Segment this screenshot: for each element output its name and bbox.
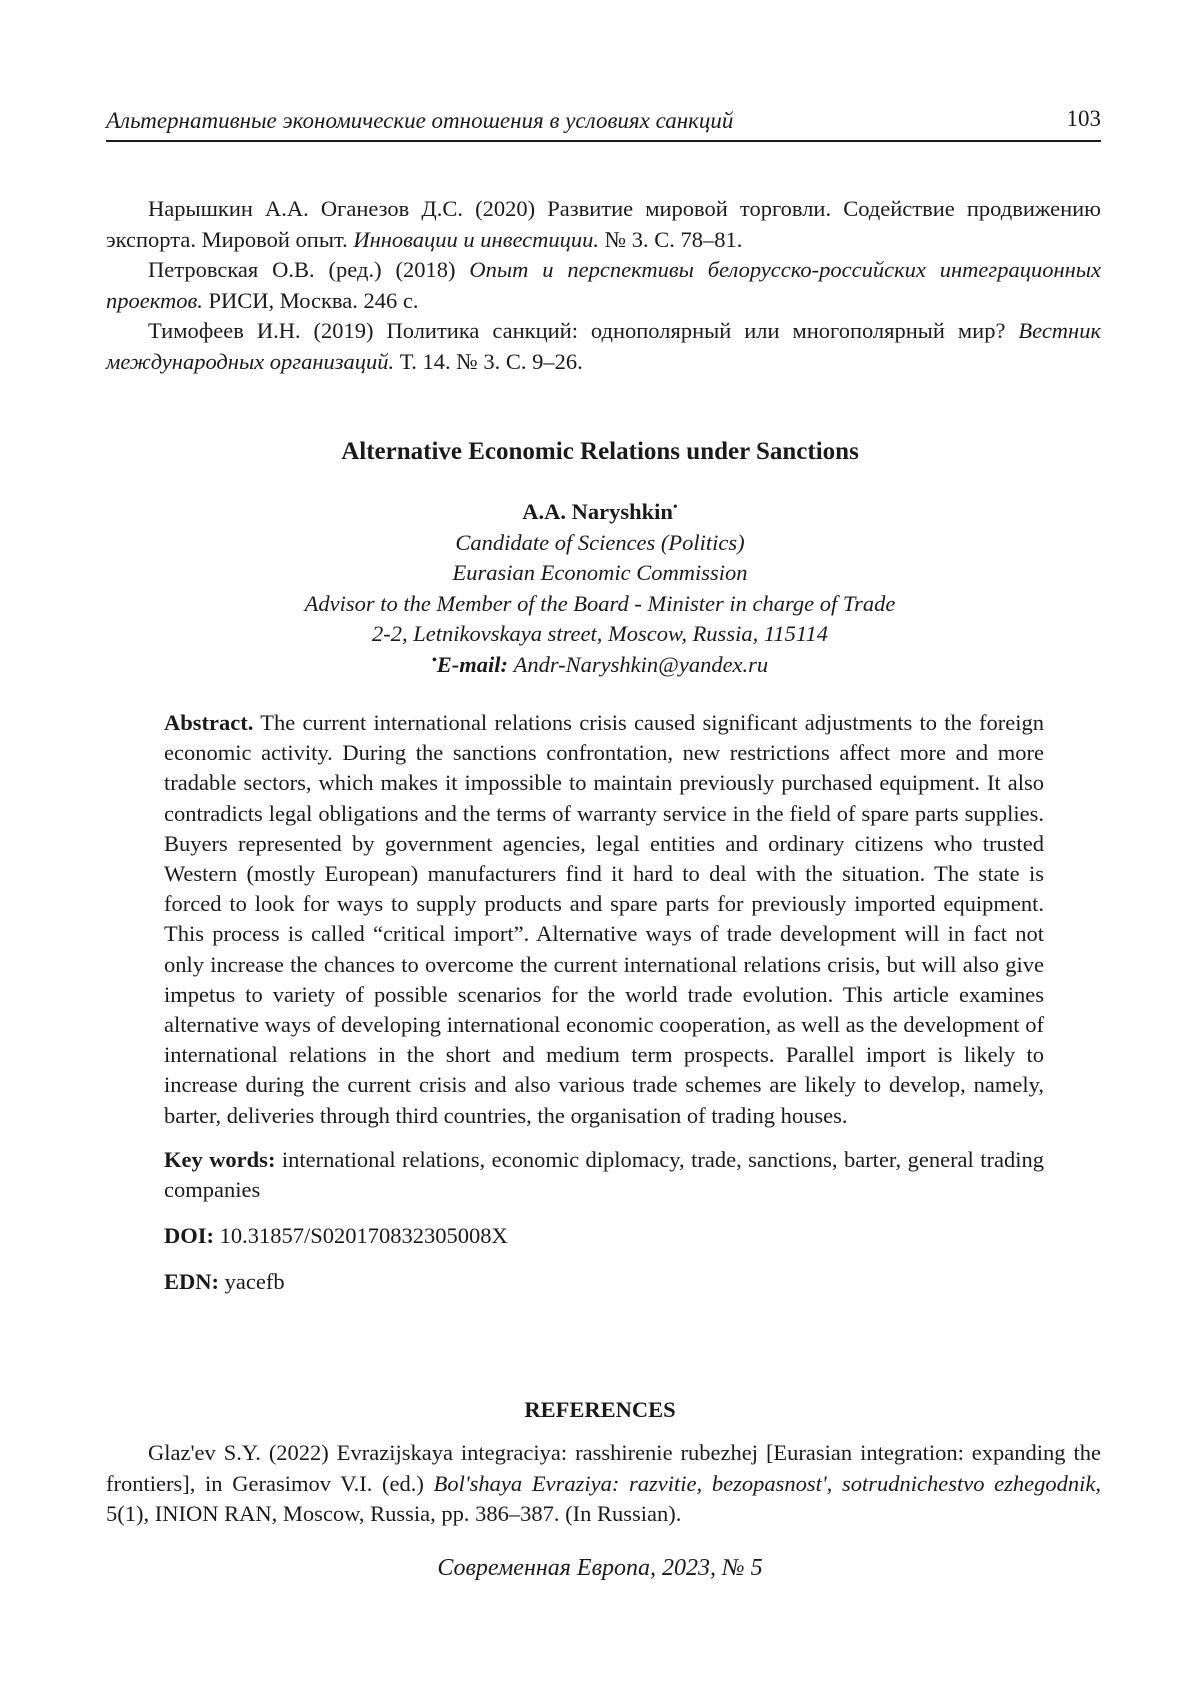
running-head-title: Альтернативные экономические отношения в условиях санкций bbox=[106, 108, 734, 133]
author-address: 2-2, Letnikovskaya street, Moscow, Russia, 115114 bbox=[372, 621, 828, 646]
reference-item bbox=[106, 255, 1101, 316]
doi-line bbox=[164, 1221, 1044, 1251]
russian-references bbox=[106, 194, 1101, 377]
reference-details: Т. 14. № 3. С. 9–26. bbox=[394, 348, 583, 374]
reference-details: № 3. С. 78–81. bbox=[599, 226, 743, 252]
abstract bbox=[164, 708, 1044, 1131]
reference-text: Glaz'ev S.Y. (2022) Evrazijskaya integraciya: rasshirenie rubezhej [Eurasian integration: expanding the frontiers], in Gerasimov V.I. (ed.) bbox=[106, 1440, 1101, 1496]
reference-text: Тимофеев И.Н. (2019) Политика санкций: однополярный или многополярный мир? bbox=[148, 318, 1019, 343]
running-head bbox=[106, 104, 1101, 142]
edn-label: EDN: bbox=[164, 1269, 219, 1295]
abstract-block bbox=[164, 708, 1044, 1297]
email-label: E-mail: bbox=[436, 651, 508, 677]
author-name: A.A. Naryshkin bbox=[522, 499, 673, 524]
author-marker: • bbox=[672, 500, 678, 515]
author-organization: Eurasian Economic Commission bbox=[452, 560, 748, 585]
reference-item bbox=[106, 194, 1101, 255]
author-block bbox=[0, 497, 1200, 680]
author-email[interactable]: Andr-Naryshkin@yandex.ru bbox=[513, 651, 769, 677]
author-degree: Candidate of Sciences (Politics) bbox=[455, 529, 745, 555]
reference-source: Bol'shaya Evraziya: razvitie, bezopasnost', sotrudnichestvo ezhegodnik, bbox=[433, 1470, 1101, 1496]
abstract-label: Abstract. bbox=[164, 710, 254, 735]
reference-source: Вестник международных организаций. bbox=[106, 318, 1101, 374]
edn-value: yacefb bbox=[224, 1269, 285, 1295]
abstract-text: The current international relations crisis caused significant adjustments to the foreign economic activity. During the sanctions confrontation, new restrictions affect more and more tradable sectors, which makes it impossible to maintain previously purchased equipment. It also contradicts legal obligations and the terms of warranty service in the field of spare parts supplies. Buyers represented by government agencies, legal entities and ordinary citizens who trusted Western (mostly European) manufacturers find it hard to deal with the situation. The state is forced to look for ways to supply products and spare parts for previously imported equipment. This process is called “critical import”. Alternative ways of trade development will in fact not only increase the chances to overcome the current international relations crisis, but will also give impetus to variety of possible scenarios for the world trade evolution. This article examines alternative ways of developing international economic cooperation, as well as the development of international relations in the short and medium term prospects. Parallel import is likely to increase during the current crisis and also various trade schemes are likely to develop, namely, barter, deliveries through third countries, the organisation of trading houses. bbox=[164, 710, 1045, 1128]
reference-details: РИСИ, Москва. 246 с. bbox=[202, 287, 419, 313]
english-references bbox=[106, 1438, 1101, 1530]
author-line bbox=[0, 497, 1200, 528]
page-number: 103 bbox=[1066, 106, 1101, 131]
reference-text: Нарышкин А.А. Оганезов Д.С. (2020) Развитие мировой торговли. Содействие продвижению экспорта. Мировой опыт. bbox=[106, 196, 1101, 252]
author-position: Advisor to the Member of the Board - Minister in charge of Trade bbox=[304, 590, 896, 616]
journal-footer: Современная Европа, 2023, № 5 bbox=[437, 1555, 763, 1581]
reference-text: Петровская О.В. (ред.) (2018) bbox=[148, 257, 470, 282]
email-marker: • bbox=[431, 652, 437, 668]
edn-line bbox=[164, 1267, 1044, 1297]
reference-item bbox=[106, 1438, 1101, 1530]
references-heading: REFERENCES bbox=[524, 1397, 676, 1422]
doi-label: DOI: bbox=[164, 1223, 214, 1249]
keywords-text: international relations, economic diplomacy, trade, sanctions, barter, general trading companies bbox=[164, 1146, 1044, 1203]
reference-details: 5(1), INION RAN, Moscow, Russia, pp. 386–387. (In Russian). bbox=[106, 1501, 682, 1526]
author-email-line bbox=[0, 650, 1200, 681]
keywords-label: Key words: bbox=[164, 1146, 276, 1172]
reference-item bbox=[106, 316, 1101, 377]
keywords bbox=[164, 1145, 1044, 1205]
doi-value[interactable]: 10.31857/S020170832305008X bbox=[219, 1223, 508, 1249]
reference-source: Инновации и инвестиции. bbox=[353, 226, 600, 252]
article-title: Alternative Economic Relations under Sanctions bbox=[341, 438, 859, 465]
reference-source: Опыт и перспективы белорусско-российских интеграционных проектов. bbox=[106, 257, 1101, 313]
